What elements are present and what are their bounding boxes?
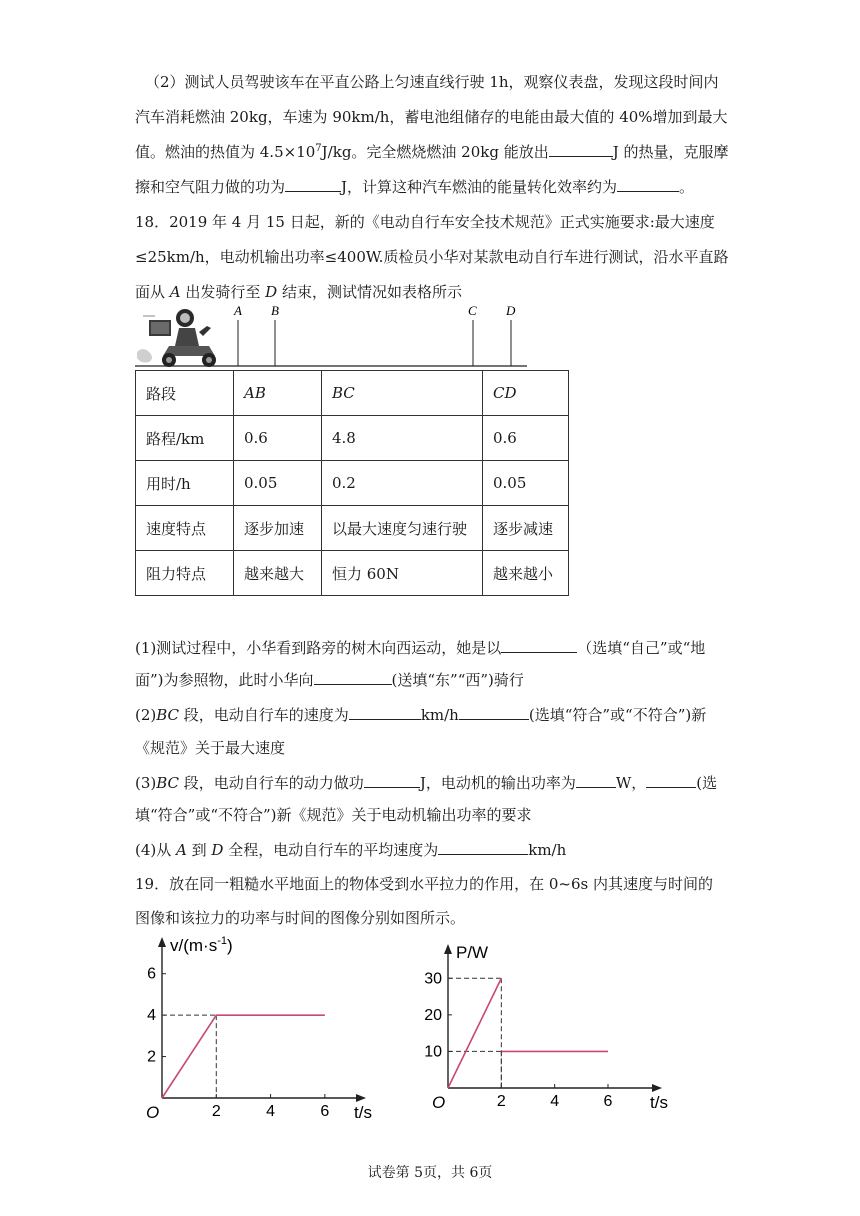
q18-text: 面从: [135, 283, 170, 301]
q17-line-3: [135, 142, 729, 162]
x-tick-label: 2: [211, 1103, 221, 1120]
table-cell: 路程/km: [136, 416, 234, 461]
x-tick-label: 6: [603, 1093, 613, 1110]
power-time-chart: [410, 930, 670, 1120]
answer-blank-reference[interactable]: [501, 638, 577, 653]
table-header-cell: BC: [322, 371, 483, 416]
answer-blank-work[interactable]: [285, 177, 341, 192]
answer-blank-speed[interactable]: [349, 705, 421, 720]
q17-text: 。: [679, 178, 695, 196]
y-axis-label: $v/(m\cdot s^{-1})$: [170, 935, 233, 955]
y-axis-label: P/W: [456, 943, 489, 962]
q17-line-1: （2）测试人员驾驶该车在平直公路上匀速直线行驶 1h，观察仪表盘，发现这段时间内: [145, 73, 719, 91]
origin-label: O: [432, 1093, 446, 1112]
q18-text: 结束，测试情况如表格所示: [277, 283, 462, 301]
q18-text: (送填“东”“西”)骑行: [391, 671, 524, 689]
x-tick-label: 4: [550, 1093, 560, 1110]
q18-text: （选填“自己”或“地: [577, 639, 706, 657]
q17-line-2: 汽车消耗燃油 20kg，车速为 90km/h，蓄电池组储存的电能由最大值的 40%增加到最大: [135, 108, 728, 126]
y-tick-label: 6: [147, 965, 156, 983]
table-cell: 阻力特点: [136, 551, 234, 596]
q18-sub-4: [135, 840, 566, 860]
q18-line-2: ≤25km/h，电动机输出功率≤400W.质检员小华对某款电动自行车进行测试，沿水平直路: [135, 248, 729, 266]
table-row: [136, 506, 569, 551]
route-label-a: A: [234, 303, 242, 318]
y-tick-label: 2: [147, 1048, 156, 1066]
point-label: D: [265, 283, 278, 301]
table-cell: 恒力 60N: [322, 551, 483, 596]
q17-heat-value: 值。燃油的热值为 4.5×10: [135, 143, 316, 161]
q18-text: W，: [615, 774, 647, 792]
q19-line-1: 19．放在同一粗糙水平地面上的物体受到水平拉力的作用，在 0~6s 内其速度与时间的: [135, 875, 713, 893]
answer-blank-speed-compliance[interactable]: [459, 705, 529, 720]
point-label: A: [176, 841, 187, 859]
segment-label: BC: [156, 706, 180, 724]
table-cell: 4.8: [322, 416, 483, 461]
q18-text: (选: [696, 774, 718, 792]
y-tick-label: 20: [424, 1006, 442, 1024]
page-footer: 试卷第 5页，共 6页: [367, 1165, 493, 1181]
q17-text: J，计算这种汽车燃油的能量转化效率约为: [341, 178, 618, 196]
q17-text: 擦和空气阻力做的功为: [135, 178, 286, 196]
table-header-cell: AB: [234, 371, 322, 416]
q18-text: 段，电动自行车的动力做功: [179, 774, 364, 792]
y-axis-label-exponent: -1: [217, 935, 227, 947]
answer-blank-heat[interactable]: [549, 142, 613, 157]
q18-sub-2-line-1: [135, 705, 706, 725]
table-cell: 0.05: [483, 461, 569, 506]
x-tick-label: 2: [496, 1093, 506, 1110]
y-tick-label: 10: [424, 1043, 442, 1061]
q17-line-4: [135, 177, 694, 197]
table-header-row: [136, 371, 569, 416]
answer-blank-power[interactable]: [576, 773, 616, 788]
q18-text: 到: [186, 841, 212, 859]
answer-blank-average-speed[interactable]: [438, 840, 528, 855]
q18-sub-1-line-2: [135, 670, 524, 690]
route-label-c: C: [468, 303, 477, 318]
route-label-b: B: [271, 303, 279, 318]
table-cell: 以最大速度匀速行驶: [322, 506, 483, 551]
q18-sub-2-line-2: 《规范》关于最大速度: [135, 739, 286, 757]
table-cell: 逐步减速: [483, 506, 569, 551]
y-tick-label: 30: [424, 970, 442, 988]
origin-label: O: [146, 1103, 160, 1122]
q18-text: 出发骑行至: [180, 283, 266, 301]
q17-text: J 的热量，克服摩: [612, 143, 729, 161]
route-label-d: D: [506, 303, 516, 318]
q19-line-2: 图像和该拉力的功率与时间的图像分别如图所示。: [135, 909, 466, 927]
x-tick-label: 6: [320, 1103, 330, 1120]
answer-blank-power-compliance[interactable]: [646, 773, 696, 788]
q18-sub-3-line-2: 填“符合”或“不符合”)新《规范》关于电动机输出功率的要求: [135, 806, 532, 824]
segment-label: BC: [156, 774, 180, 792]
q18-text: (1)测试过程中，小华看到路旁的树木向西运动，她是以: [135, 639, 502, 657]
answer-blank-efficiency[interactable]: [617, 177, 679, 192]
q18-text: km/h: [420, 706, 459, 724]
table-cell: 用时/h: [136, 461, 234, 506]
table-header-cell: CD: [483, 371, 569, 416]
q18-text: (选填“符合”或“不符合”)新: [528, 706, 707, 724]
series-line: [162, 1015, 325, 1098]
table-cell: 0.6: [483, 416, 569, 461]
table-cell: 速度特点: [136, 506, 234, 551]
table-row: [136, 551, 569, 596]
x-axis-label: t/s: [650, 1093, 668, 1112]
q18-text: (4)从: [135, 841, 177, 859]
table-cell: 越来越大: [234, 551, 322, 596]
scooter-rider-icon: [137, 309, 216, 367]
table-cell: 0.2: [322, 461, 483, 506]
table-row: [136, 416, 569, 461]
table-header-cell: 路段: [136, 371, 234, 416]
q18-text: 全程，电动自行车的平均速度为: [223, 841, 439, 859]
table-cell: 0.05: [234, 461, 322, 506]
test-results-table: [135, 370, 569, 596]
q18-line-1: 18．2019 年 4 月 15 日起，新的《电动自行车安全技术规范》正式实施要求:最大速度: [135, 213, 715, 231]
point-label: D: [211, 841, 224, 859]
answer-blank-direction[interactable]: [314, 670, 392, 685]
q17-exponent: 7: [315, 143, 322, 154]
q18-text: (3): [135, 774, 157, 792]
x-tick-label: 4: [266, 1103, 276, 1120]
y-axis-arrow-icon: [444, 944, 452, 954]
answer-blank-work[interactable]: [364, 773, 420, 788]
q18-text: km/h: [528, 841, 567, 859]
q18-text: J，电动机的输出功率为: [419, 774, 576, 792]
y-axis-label-close: ): [227, 936, 233, 955]
velocity-time-chart: [130, 930, 372, 1122]
x-axis-label: t/s: [354, 1103, 372, 1122]
x-axis-arrow-icon: [356, 1094, 366, 1102]
point-label: A: [169, 283, 181, 301]
q18-text: (2): [135, 706, 157, 724]
table-cell: 0.6: [234, 416, 322, 461]
y-tick-label: 4: [147, 1007, 156, 1025]
table-cell: 越来越小: [483, 551, 569, 596]
x-axis-arrow-icon: [652, 1084, 662, 1092]
route-figure: [135, 302, 555, 372]
q17-text: J/kg。完全燃烧燃油 20kg 能放出: [321, 143, 549, 161]
q18-sub-1-line-1: [135, 638, 705, 658]
q18-line-3: [135, 282, 462, 302]
table-cell: 逐步加速: [234, 506, 322, 551]
q18-text: 面”)为参照物，此时小华向: [135, 671, 314, 689]
y-axis-arrow-icon: [158, 937, 166, 947]
table-row: [136, 461, 569, 506]
q18-sub-3-line-1: [135, 773, 717, 793]
q18-text: 段，电动自行车的速度为: [179, 706, 349, 724]
series-line: [448, 978, 501, 1088]
